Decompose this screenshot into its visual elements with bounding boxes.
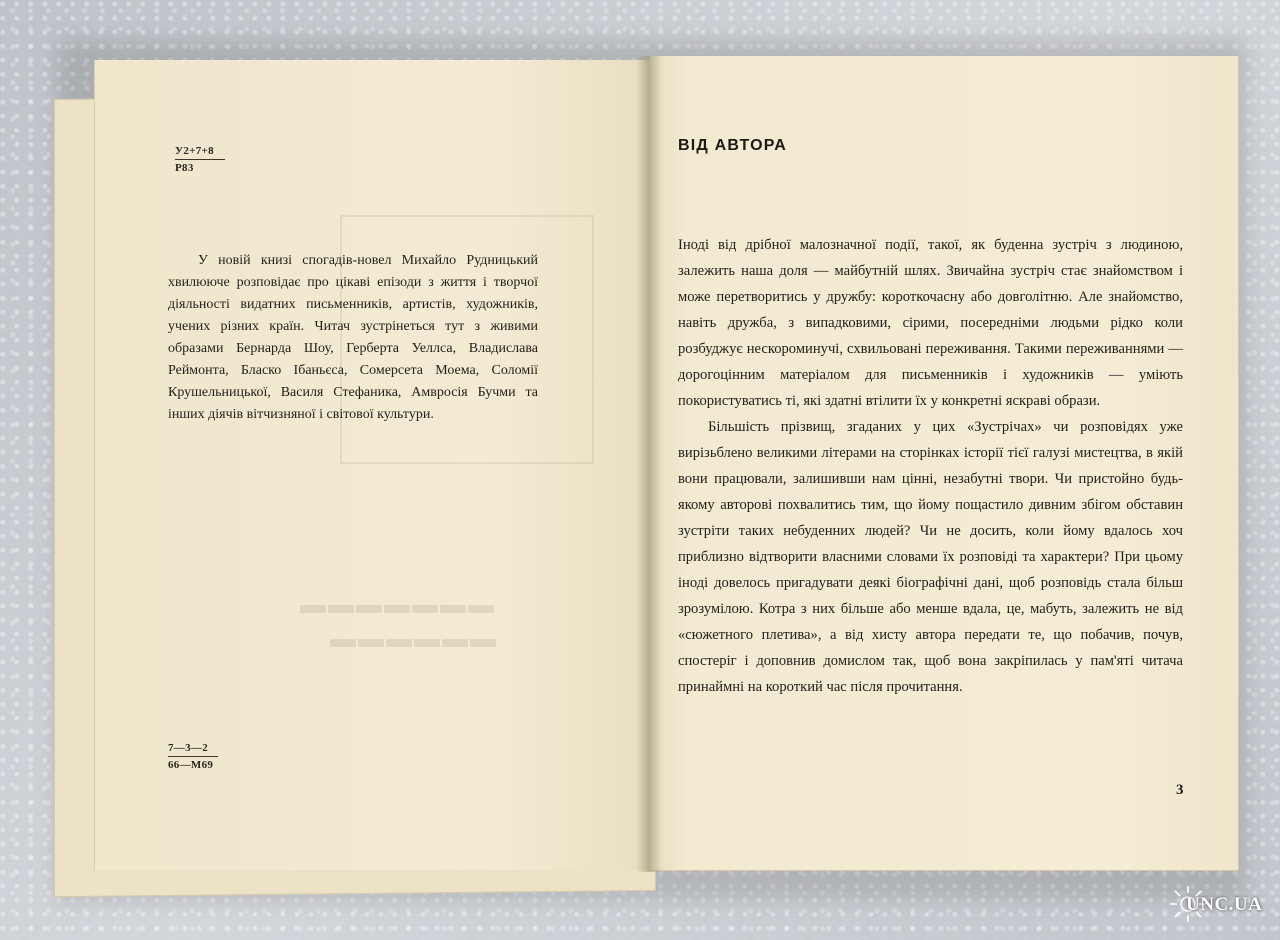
show-through-title: ▬▬▬▬▬▬▬ bbox=[300, 590, 496, 619]
book-annotation bbox=[168, 250, 538, 426]
preface-body bbox=[678, 232, 1183, 700]
chapter-title: ВІД АВТОРА bbox=[678, 137, 787, 154]
classification-code-bottom bbox=[168, 742, 218, 771]
page-number: 3 bbox=[1176, 782, 1184, 798]
classification-top-numerator: У2+7+8 bbox=[175, 145, 214, 157]
site-watermark bbox=[1168, 882, 1276, 932]
classification-top-denominator: Р83 bbox=[175, 162, 194, 174]
preface-paragraph-2: Більшість прізвищ, згаданих у цих «Зустрічах» чи розповідях уже вирізьблено великими літерами на сторінках історії тієї галузі мистецтва, в якій вони працювали, залишивши нам цінні, незабутні твори. Чи пристойно будь-якому авторові похвалитись тим, що йому пощастило дивним збігом обставин зустріти таких небуденних людей? Чи не досить, коли йому вдалось хоч приблизно відтворити власними словами їх розповіді та характери? При цьому іноді довелось пригадувати деякі біографічні дані, щоб розповідь стала більш зрозумілою. Котра з них більше або менше вдала, це, мабуть, залежить не від «сюжетного плетива», а від хисту автора передати те, що побачив, почув, спостеріг і доповнив домислом так, щоб вона закріпилась у пам'яті читача принаймні на короткий час після прочитання. bbox=[678, 419, 1183, 695]
classification-bottom-numerator: 7—3—2 bbox=[168, 742, 208, 754]
watermark-text: UNC.UA bbox=[1186, 894, 1263, 915]
classification-rule bbox=[175, 159, 225, 160]
show-through-title-2: ▬▬▬▬▬▬ bbox=[330, 624, 498, 653]
classification-rule bbox=[168, 756, 218, 757]
book-gutter bbox=[636, 56, 662, 872]
classification-code-top bbox=[175, 145, 225, 174]
annotation-text: У новій книзі спогадів-новел Михайло Рудницький хвилююче розповідає про цікаві епізоди з життя і творчої діяльності видатних письменників, артистів, художників, учених різних країн. Читач зустрінеться тут з живими образами Бернарда Шоу, Герберта Уеллса, Владислава Реймонта, Бласко Ібаньєса, Сомерсета Моема, Соломії Крушельницької, Василя Стефаника, Амвросія Бучми та інших діячів вітчизняної і світової культури. bbox=[168, 253, 538, 422]
classification-bottom-denominator: 66—М69 bbox=[168, 759, 214, 771]
preface-paragraph-1: Іноді від дрібної малозначної події, такої, як буденна зустріч з людиною, залежить наша доля — майбутній шлях. Звичайна зустріч стає знайомством і може перетворитись у дружбу: короткочасну або довголітню. Але знайомство, навіть дружба, з випадковими, сірими, посередніми людьми рідко коли розбуджує нескороминучі, схвильовані переживання. Такими переживаннями — дорогоцінним матеріалом для письменників і художників — уміють покористуватись ті, які здатні втілити їх у конкретні яскраві образи. bbox=[678, 237, 1183, 409]
